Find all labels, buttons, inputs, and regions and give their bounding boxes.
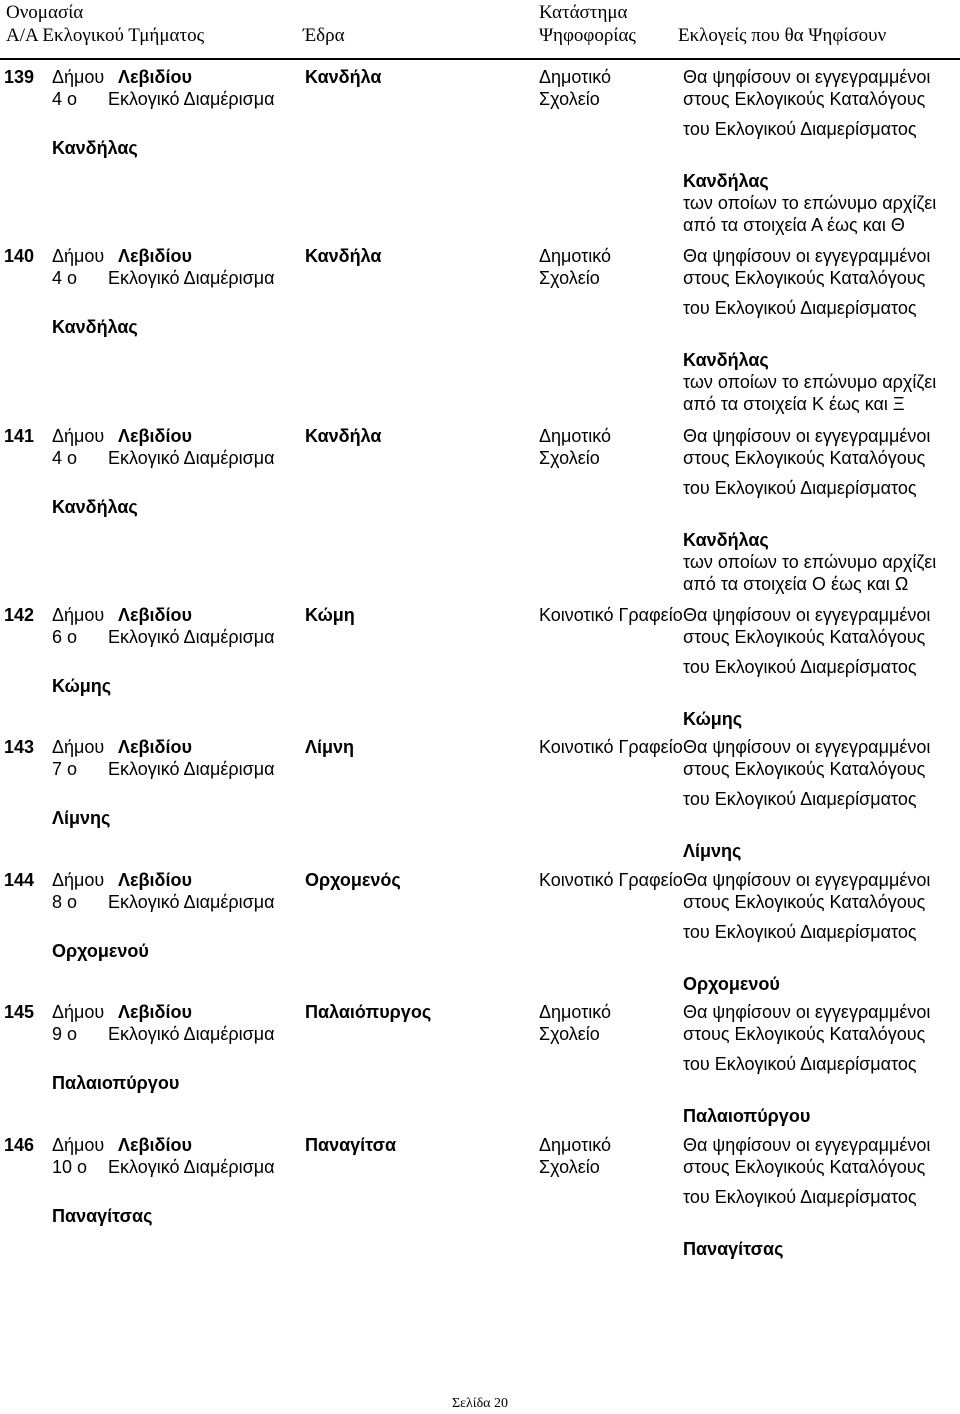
district-label: Εκλογικό Διαμέρισμα bbox=[108, 759, 275, 779]
voters-text-line: Θα ψηφίσουν οι εγγεγραμμένοι bbox=[683, 605, 931, 625]
polling-store-line1: Κοινοτικό Γραφείο bbox=[539, 605, 683, 625]
entry-number: 146 bbox=[4, 1135, 35, 1155]
entry-row bbox=[0, 425, 960, 594]
municipality-label: Δήμου bbox=[52, 737, 105, 757]
district-label: Εκλογικό Διαμέρισμα bbox=[108, 1157, 275, 1177]
voters-place-name: Κανδήλας bbox=[683, 530, 769, 550]
district-name: Κανδήλας bbox=[52, 317, 138, 337]
header-divider bbox=[0, 58, 960, 60]
district-name: Ορχομενού bbox=[52, 941, 149, 961]
voters-place-name: Κανδήλας bbox=[683, 350, 769, 370]
header-col-store-line1: Κατάστημα bbox=[539, 2, 628, 23]
district-label: Εκλογικό Διαμέρισμα bbox=[108, 89, 275, 109]
district-label: Εκλογικό Διαμέρισμα bbox=[108, 1024, 275, 1044]
seat-name: Κανδήλα bbox=[305, 67, 382, 87]
voters-text-line: του Εκλογικού Διαμερίσματος bbox=[683, 657, 917, 677]
municipality-label: Δήμου bbox=[52, 1002, 105, 1022]
voters-place-name: Ορχομενού bbox=[683, 974, 780, 994]
district-number: 8 ο bbox=[52, 892, 78, 912]
polling-store-line2: Σχολείο bbox=[539, 268, 600, 288]
municipality-name: Λεβιδίου bbox=[118, 426, 192, 446]
seat-name: Παναγίτσα bbox=[305, 1135, 397, 1155]
voters-text-line: Θα ψηφίσουν οι εγγεγραμμένοι bbox=[683, 737, 931, 757]
entry-row bbox=[0, 1001, 960, 1129]
entry-row bbox=[0, 1134, 960, 1262]
municipality-name: Λεβιδίου bbox=[118, 1135, 192, 1155]
polling-store-line1: Κοινοτικό Γραφείο bbox=[539, 737, 683, 757]
district-name: Παλαιοπύργου bbox=[52, 1073, 180, 1093]
district-number: 4 ο bbox=[52, 448, 78, 468]
district-number: 7 ο bbox=[52, 759, 78, 779]
voters-text-line: στους Εκλογικούς Καταλόγους bbox=[683, 89, 926, 109]
municipality-name: Λεβιδίου bbox=[118, 870, 192, 890]
voters-text-line: του Εκλογικού Διαμερίσματος bbox=[683, 478, 917, 498]
entry-number: 140 bbox=[4, 246, 35, 266]
voters-place-name: Λίμνης bbox=[683, 841, 742, 861]
voters-place-name: Κώμης bbox=[683, 709, 743, 729]
voters-text-line: στους Εκλογικούς Καταλόγους bbox=[683, 1157, 926, 1177]
district-number: 4 ο bbox=[52, 89, 78, 109]
district-label: Εκλογικό Διαμέρισμα bbox=[108, 268, 275, 288]
district-name: Κανδήλας bbox=[52, 138, 138, 158]
entry-number: 141 bbox=[4, 426, 35, 446]
municipality-label: Δήμου bbox=[52, 1135, 105, 1155]
seat-name: Κανδήλα bbox=[305, 246, 382, 266]
municipality-label: Δήμου bbox=[52, 426, 105, 446]
voters-text-line: στους Εκλογικούς Καταλόγους bbox=[683, 448, 926, 468]
voters-text-line: του Εκλογικού Διαμερίσματος bbox=[683, 119, 917, 139]
header-col-name-line1: Ονομασία bbox=[6, 2, 84, 23]
entry-row bbox=[0, 869, 960, 997]
municipality-name: Λεβιδίου bbox=[118, 1002, 192, 1022]
entry-number: 142 bbox=[4, 605, 35, 625]
header-col-seat: Έδρα bbox=[303, 25, 345, 46]
district-number: 6 ο bbox=[52, 627, 78, 647]
polling-store-line1: Δημοτικό bbox=[539, 426, 612, 446]
district-name: Κώμης bbox=[52, 676, 112, 696]
header-col-store-line2: Ψηφοφορίας bbox=[539, 25, 636, 46]
voters-text-line: του Εκλογικού Διαμερίσματος bbox=[683, 1187, 917, 1207]
municipality-label: Δήμου bbox=[52, 67, 105, 87]
voters-text-line: Θα ψηφίσουν οι εγγεγραμμένοι bbox=[683, 870, 931, 890]
district-label: Εκλογικό Διαμέρισμα bbox=[108, 627, 275, 647]
voters-text-line: του Εκλογικού Διαμερίσματος bbox=[683, 1054, 917, 1074]
district-name: Λίμνης bbox=[52, 808, 111, 828]
seat-name: Παλαιόπυργος bbox=[305, 1002, 432, 1022]
voters-text-line: Θα ψηφίσουν οι εγγεγραμμένοι bbox=[683, 246, 931, 266]
header-col-name-line2: Α/Α Εκλογικού Τμήματος bbox=[6, 25, 205, 46]
district-number: 4 ο bbox=[52, 268, 78, 288]
municipality-name: Λεβιδίου bbox=[118, 67, 192, 87]
district-number: 9 ο bbox=[52, 1024, 78, 1044]
district-label: Εκλογικό Διαμέρισμα bbox=[108, 892, 275, 912]
voters-place-name: Παναγίτσας bbox=[683, 1239, 784, 1259]
voters-text-line: στους Εκλογικούς Καταλόγους bbox=[683, 892, 926, 912]
municipality-name: Λεβιδίου bbox=[118, 605, 192, 625]
voters-extra-line: των οποίων το επώνυμο αρχίζει bbox=[683, 193, 937, 213]
voters-text-line: του Εκλογικού Διαμερίσματος bbox=[683, 922, 917, 942]
voters-extra-line: από τα στοιχεία Ο έως και Ω bbox=[683, 574, 909, 594]
polling-store-line1: Δημοτικό bbox=[539, 1135, 612, 1155]
polling-store-line1: Κοινοτικό Γραφείο bbox=[539, 870, 683, 890]
district-label: Εκλογικό Διαμέρισμα bbox=[108, 448, 275, 468]
polling-store-line1: Δημοτικό bbox=[539, 67, 612, 87]
polling-store-line2: Σχολείο bbox=[539, 1157, 600, 1177]
municipality-label: Δήμου bbox=[52, 246, 105, 266]
voters-text-line: Θα ψηφίσουν οι εγγεγραμμένοι bbox=[683, 1135, 931, 1155]
voters-text-line: Θα ψηφίσουν οι εγγεγραμμένοι bbox=[683, 426, 931, 446]
polling-store-line1: Δημοτικό bbox=[539, 1002, 612, 1022]
seat-name: Λίμνη bbox=[305, 737, 355, 757]
district-name: Κανδήλας bbox=[52, 497, 138, 517]
voters-extra-line: από τα στοιχεία Κ έως και Ξ bbox=[683, 394, 905, 414]
entry-number: 145 bbox=[4, 1002, 35, 1022]
voters-text-line: στους Εκλογικούς Καταλόγους bbox=[683, 759, 926, 779]
voters-text-line: Θα ψηφίσουν οι εγγεγραμμένοι bbox=[683, 67, 931, 87]
voters-text-line: του Εκλογικού Διαμερίσματος bbox=[683, 789, 917, 809]
voters-extra-line: των οποίων το επώνυμο αρχίζει bbox=[683, 552, 937, 572]
entry-row bbox=[0, 604, 960, 732]
district-name: Παναγίτσας bbox=[52, 1206, 153, 1226]
header-col-voters: Εκλογείς που θα Ψηφίσουν bbox=[678, 25, 887, 46]
polling-store-line2: Σχολείο bbox=[539, 448, 600, 468]
voters-place-name: Κανδήλας bbox=[683, 171, 769, 191]
entry-number: 144 bbox=[4, 870, 35, 890]
polling-store-line2: Σχολείο bbox=[539, 89, 600, 109]
voters-text-line: Θα ψηφίσουν οι εγγεγραμμένοι bbox=[683, 1002, 931, 1022]
voters-text-line: στους Εκλογικούς Καταλόγους bbox=[683, 268, 926, 288]
polling-store-line2: Σχολείο bbox=[539, 1024, 600, 1044]
voters-text-line: στους Εκλογικούς Καταλόγους bbox=[683, 627, 926, 647]
voters-place-name: Παλαιοπύργου bbox=[683, 1106, 811, 1126]
page-number: Σελίδα 20 bbox=[451, 1396, 508, 1411]
seat-name: Κανδήλα bbox=[305, 426, 382, 446]
seat-name: Ορχομενός bbox=[305, 870, 401, 890]
voters-extra-line: από τα στοιχεία Α έως και Θ bbox=[683, 215, 905, 235]
entry-number: 139 bbox=[4, 67, 35, 87]
voters-text-line: του Εκλογικού Διαμερίσματος bbox=[683, 298, 917, 318]
polling-store-line1: Δημοτικό bbox=[539, 246, 612, 266]
seat-name: Κώμη bbox=[305, 605, 355, 625]
entry-row bbox=[0, 245, 960, 414]
municipality-label: Δήμου bbox=[52, 605, 105, 625]
municipality-name: Λεβιδίου bbox=[118, 246, 192, 266]
voters-extra-line: των οποίων το επώνυμο αρχίζει bbox=[683, 372, 937, 392]
entry-number: 143 bbox=[4, 737, 35, 757]
entry-row bbox=[0, 736, 960, 864]
municipality-name: Λεβιδίου bbox=[118, 737, 192, 757]
voters-text-line: στους Εκλογικούς Καταλόγους bbox=[683, 1024, 926, 1044]
entry-row bbox=[0, 66, 960, 235]
municipality-label: Δήμου bbox=[52, 870, 105, 890]
district-number: 10 ο bbox=[52, 1157, 88, 1177]
